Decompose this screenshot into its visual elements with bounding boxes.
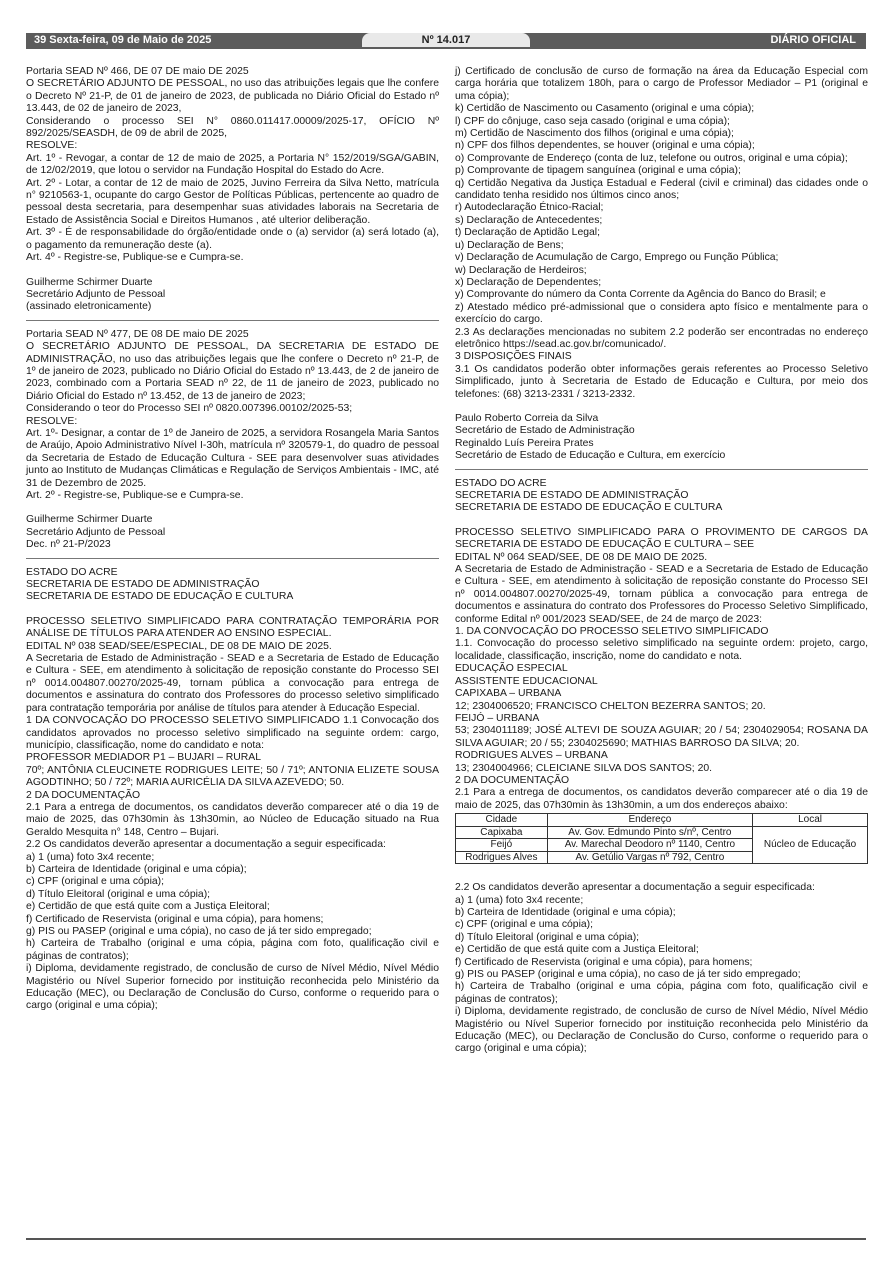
text-line: l) CPF do cônjuge, caso seja casado (original e uma cópia); xyxy=(455,115,730,127)
text-line: j) Certificado de conclusão de curso de formação na área da Educação Especial com carga horária que totalizem 180h, para o cargo de Professor Mediador – P1 (original e uma cópia); xyxy=(455,66,868,102)
right-column-bottom xyxy=(455,870,868,1056)
text-line: 1 DA CONVOCAÇÃO DO PROCESSO SELETIVO SIMPLIFICADO 1.1 Convocação dos candidatos aprovados no processo seletivo simplificado na seguinte ordem: cargo, município, classificação, nome do candidato e nota: xyxy=(26,715,439,751)
spacer xyxy=(26,265,439,277)
text-line: PROCESSO SELETIVO SIMPLIFICADO PARA CONTRATAÇÃO TEMPORÁRIA POR ANÁLISE DE TÍTULOS PARA ATENDER AO ENSINO ESPECIAL. xyxy=(26,615,439,640)
text-line: RODRIGUES ALVES – URBANA xyxy=(455,750,608,762)
text-line: EDITAL Nº 064 SEAD/SEE, DE 08 DE MAIO DE 2025. xyxy=(455,551,708,563)
address-table xyxy=(455,813,868,864)
text-line: p) Comprovante de tipagem sanguínea (original e uma cópia); xyxy=(455,165,741,177)
spacer xyxy=(26,502,439,514)
text-line: 2 DA DOCUMENTAÇÃO xyxy=(455,774,570,786)
text-line: 12; 2304006520; FRANCISCO CHELTON BEZERRA SANTOS; 20. xyxy=(455,700,766,712)
text-line: y) Comprovante do número da Conta Corrente da Agência do Banco do Brasil; e xyxy=(455,289,826,301)
table-header-row xyxy=(456,814,868,827)
text-line: a) 1 (uma) foto 3x4 recente; xyxy=(26,851,155,863)
text-line: c) CPF (original e uma cópia); xyxy=(26,876,165,888)
text-line: A Secretaria de Estado de Administração - SEAD e a Secretaria de Estado de Educação e Cultura - SEE, em atendimento à solicitação de reposição constante do Processo SEI nº 0014.004807.00270/2025-49, tornam pública a convocação para entrega de documentos e assinatura do contrato dos Professores do Processo Seletivo Simplificado, conforme Edital nº 001/2023 SEAD/SEE, de 24 de março de 2023: xyxy=(455,564,868,625)
text-line: Art. 4º - Registre-se, Publique-se e Cumpra-se. xyxy=(26,252,244,264)
text-line: EDITAL Nº 038 SEAD/SEE/ESPECIAL, DE 08 DE MAIO DE 2025. xyxy=(26,640,332,652)
text-line: SECRETARIA DE ESTADO DE ADMINISTRAÇÃO xyxy=(455,490,689,501)
table-cell: Rodrigues Alves xyxy=(456,851,548,864)
text-line: s) Declaração de Antecedentes; xyxy=(455,214,603,226)
spacer xyxy=(26,604,439,616)
section-divider xyxy=(26,320,439,321)
text-line: RESOLVE: xyxy=(26,415,78,427)
text-line: SECRETARIA DE ESTADO DE ADMINISTRAÇÃO xyxy=(26,579,260,591)
text-line: w) Declaração de Herdeiros; xyxy=(455,264,587,276)
text-line: Portaria SEAD Nº 477, DE 08 DE maio DE 2025 xyxy=(26,328,249,340)
text-line: FEIJÓ – URBANA xyxy=(455,712,540,724)
text-line: Guilherme Schirmer Duarte xyxy=(26,514,153,526)
table-row xyxy=(456,826,868,839)
text-line: 1.1. Convocação do processo seletivo simplificado na seguinte ordem: projeto, cargo, localidade, classificação, inscrição, nome do candidato e nota. xyxy=(455,638,868,662)
text-line: 70º; ANTÔNIA CLEUCINETE RODRIGUES LEITE; 50 / 71º; ANTONIA ELIZETE SOUSA AGODTINHO; 50 / 72º; MARIA AURICÉLIA DA SILVA AZEVEDO; 50. xyxy=(26,764,439,789)
text-line: 1. DA CONVOCAÇÃO DO PROCESSO SELETIVO SIMPLIFICADO xyxy=(455,626,769,638)
text-line: 2.1 Para a entrega de documentos, os candidatos deverão comparecer até o dia 19 de maio de 2025, das 07h30min às 13h30min, ao Núcleo de Educação situado na Rua Geraldo Mesquita n° 148, Centro – Bujari. xyxy=(26,801,439,838)
text-line: Secretário de Estado de Administração xyxy=(455,425,635,437)
table-cell: Av. Gov. Edmundo Pinto s/nº, Centro xyxy=(547,826,752,839)
text-line: 53; 2304011189; JOSÉ ALTEVI DE SOUZA AGUIAR; 20 / 54; 2304029054; ROSANA DA SILVA AGUIAR; 20 / 55; 2304025690; MATHIAS BARROSO DA SILVA; 20. xyxy=(455,725,868,749)
text-line: a) 1 (uma) foto 3x4 recente; xyxy=(455,894,584,906)
text-line: r) Autodeclaração Étnico-Racial; xyxy=(455,202,604,214)
text-line: v) Declaração de Acumulação de Cargo, Emprego ou Função Pública; xyxy=(455,252,779,264)
text-line: ASSISTENTE EDUCACIONAL xyxy=(455,675,598,687)
text-line: 2.2 Os candidatos deverão apresentar a documentação a seguir especificada: xyxy=(26,839,386,851)
text-line: CAPIXABA – URBANA xyxy=(455,688,562,700)
text-line: d) Título Eleitoral (original e uma cópia); xyxy=(26,888,211,900)
text-line: Art. 3º - É de responsabilidade do órgão/entidade onde o (a) servidor (a) será lotado (a), o pagamento da remuneração deste (a). xyxy=(26,227,439,251)
text-line: ESTADO DO ACRE xyxy=(455,477,547,489)
page-date: 39 Sexta-feira, 09 de Maio de 2025 xyxy=(34,34,212,46)
text-line: g) PIS ou PASEP (original e uma cópia), no caso de já ter sido empregado; xyxy=(26,926,372,937)
spacer xyxy=(455,870,868,882)
text-line: Secretário Adjunto de Pessoal xyxy=(26,288,166,300)
text-line: f) Certificado de Reservista (original e uma cópia), para homens; xyxy=(455,956,753,968)
table-header-cell: Endereço xyxy=(547,814,752,827)
text-line: Paulo Roberto Correia da Silva xyxy=(455,412,599,424)
text-line: Art. 2º - Registre-se, Publique-se e Cumpra-se. xyxy=(26,490,244,501)
text-line: t) Declaração de Aptidão Legal; xyxy=(455,227,600,239)
table-cell: Av. Getúlio Vargas nº 792, Centro xyxy=(547,851,752,864)
text-line: Art. 1º- Designar, a contar de 1º de Janeiro de 2025, a servidora Rosangela Maria Santos de Araújo, Apoio Administrativo Nível I-30h, matrícula nº 320579-1, do quadro de pessoal da Secretaria de Estado de Educação Cultura - SEE para desenvolver suas atividades junto ao Instituto de Mudanças Climáticas e Regulação de Serviços Ambientais - IMC, até 31 de Dezembro de 2025. xyxy=(26,427,439,489)
text-line: Secretário Adjunto de Pessoal xyxy=(26,526,166,538)
text-line: Portaria SEAD Nº 466, DE 07 DE maio DE 2025 xyxy=(26,66,249,77)
text-line: EDUCAÇÃO ESPECIAL xyxy=(455,663,568,675)
spacer xyxy=(455,515,868,527)
text-line: RESOLVE: xyxy=(26,140,78,152)
section-divider xyxy=(455,469,868,470)
text-line: b) Carteira de Identidade (original e uma cópia); xyxy=(455,906,676,918)
text-line: O SECRETÁRIO ADJUNTO DE PESSOAL, DA SECRETARIA DE ESTADO DE ADMINISTRAÇÃO, no uso das atribuições legais que lhe confere o Decreto nº 21-P, de 1º de janeiro de 2023, publicado no Diário Oficial do Estado nº 13.443, de 2 de janeiro de 2023, combinado com a Portaria SEAD nº 22, de 11 de janeiro de 2023, publicado no Diário Oficial do Estado nº 13.452, de 13 de janeiro de 2023; xyxy=(26,341,439,402)
text-line: Considerando o teor do Processo SEI nº 0820.007396.00102/2025-53; xyxy=(26,403,353,415)
text-line: 2.3 As declarações mencionadas no subitem 2.2 poderão ser encontradas no endereço eletrônico https://sead.ac.gov.br/comunicado/. xyxy=(455,326,868,350)
text-line: A Secretaria de Estado de Administração - SEAD e a Secretaria de Estado de Educação e Cultura - SEE, em atendimento à solicitação de reposição constante do Processo SEI nº 0014.004807.00270/2025-49, tornam pública a convocação para entrega de documentos e assinatura do contrato dos Professores do processo seletivo simplificado para contratação temporária por análise de títulos para atender à Educação Especial. xyxy=(26,653,439,714)
text-line: SECRETARIA DE ESTADO DE EDUCAÇÃO E CULTURA xyxy=(455,502,723,514)
text-line: c) CPF (original e uma cópia); xyxy=(455,919,594,931)
spacer xyxy=(455,401,868,413)
text-line: SECRETARIA DE ESTADO DE EDUCAÇÃO E CULTURA xyxy=(26,591,294,603)
table-cell: Feijó xyxy=(456,839,548,852)
text-line: ESTADO DO ACRE xyxy=(26,566,118,578)
journal-name: DIÁRIO OFICIAL xyxy=(770,34,856,46)
text-line: 2.1 Para a entrega de documentos, os candidatos deverão comparecer até o dia 19 de maio de 2025, das 07h30min às 13h30min, a um dos endereços abaixo: xyxy=(455,787,868,811)
right-column xyxy=(455,66,868,1056)
text-line: m) Certidão de Nascimento dos filhos (original e uma cópia); xyxy=(455,128,734,140)
text-line: f) Certificado de Reservista (original e uma cópia), para homens; xyxy=(26,913,324,925)
table-header-cell: Local xyxy=(753,814,868,827)
text-line: (assinado eletronicamente) xyxy=(26,301,152,313)
text-line: o) Comprovante de Endereço (conta de luz, telefone ou outros, original e uma cópia); xyxy=(455,152,848,164)
text-line: u) Declaração de Bens; xyxy=(455,239,564,251)
text-line: 3.1 Os candidatos poderão obter informações gerais referentes ao Processo Seletivo Simplificado, junto à Secretaria de Estado de Educação e Cultura, por meio dos telefones: (68) 3213-2331 / 3213-2332. xyxy=(455,363,868,400)
table-cell-local: Núcleo de Educação xyxy=(753,826,868,864)
text-line: z) Atestado médico pré-admissional que o considera apto físico e mentalmente para o exercício do cargo. xyxy=(455,301,868,326)
text-line: O SECRETÁRIO ADJUNTO DE PESSOAL, no uso das atribuições legais que lhe confere o Decreto Nº 21-P, de 01 de janeiro de 2023, de publicada no Diário Oficial do Estado nº 13.443, de 02 de janeiro de 2023, xyxy=(26,78,439,115)
section-divider xyxy=(26,558,439,559)
text-line: d) Título Eleitoral (original e uma cópia); xyxy=(455,931,640,943)
text-line: 3 DISPOSIÇÕES FINAIS xyxy=(455,351,572,363)
right-column-top xyxy=(455,66,868,812)
text-line: PROCESSO SELETIVO SIMPLIFICADO PARA O PROVIMENTO DE CARGOS DA SECRETARIA DE ESTADO DE EDUCAÇÃO E CULTURA – SEE xyxy=(455,526,868,551)
text-line: h) Carteira de Trabalho (original e uma cópia, página com foto, qualificação civil e páginas de contratos); xyxy=(26,938,439,962)
text-line: g) PIS ou PASEP (original e uma cópia), no caso de já ter sido empregado; xyxy=(455,969,801,980)
table-cell: Capixaba xyxy=(456,826,548,839)
text-line: q) Certidão Negativa da Justiça Estadual e Federal (civil e criminal) das cidades onde o candidato tenha residido nos últimos cinco anos; xyxy=(455,177,868,202)
text-line: Considerando o processo SEI N° 0860.011417.00009/2025-17, OFÍCIO Nº 892/2025/SEASDH, de 09 de abril de 2025, xyxy=(26,115,439,140)
text-line: n) CPF dos filhos dependentes, se houver (original e uma cópia); xyxy=(455,140,755,152)
table-cell: Av. Marechal Deodoro nº 1140, Centro xyxy=(547,839,752,852)
text-line: Art. 1º - Revogar, a contar de 12 de maio de 2025, a Portaria N° 152/2019/SGA/GABIN, de 12/02/2019, que lotou o servidor na Fundação Hospital do Estado do Acre. xyxy=(26,152,439,177)
text-line: 2.2 Os candidatos deverão apresentar a documentação a seguir especificada: xyxy=(455,882,815,894)
text-line: x) Declaração de Dependentes; xyxy=(455,276,602,288)
text-line: Reginaldo Luís Pereira Prates xyxy=(455,437,594,449)
text-line: e) Certidão de que está quite com a Justiça Eleitoral; xyxy=(455,944,699,956)
text-line: PROFESSOR MEDIADOR P1 – BUJARI – RURAL xyxy=(26,752,261,764)
text-line: Guilherme Schirmer Duarte xyxy=(26,276,153,288)
left-column xyxy=(26,66,439,1013)
text-line: Dec. nº 21-P/2023 xyxy=(26,539,111,551)
text-line: i) Diploma, devidamente registrado, de conclusão de curso de Nível Médio, Nível Médio Magistério ou Nível Superior fornecido por instituição reconhecida pelo Ministério da Educação (MEC), ou Declaração de Conclusão do Curso, conforme o requerido para o cargo (original e uma cópia); xyxy=(26,963,439,1012)
text-line: 2 DA DOCUMENTAÇÃO xyxy=(26,789,141,801)
text-line: b) Carteira de Identidade (original e uma cópia); xyxy=(26,863,247,875)
text-line: k) Certidão de Nascimento ou Casamento (original e uma cópia); xyxy=(455,103,755,115)
footer-divider xyxy=(26,1238,866,1240)
text-line: h) Carteira de Trabalho (original e uma cópia, página com foto, qualificação civil e páginas de contratos); xyxy=(455,981,868,1005)
text-line: e) Certidão de que está quite com a Justiça Eleitoral; xyxy=(26,901,270,913)
issue-number: Nº 14.017 xyxy=(362,33,531,47)
text-line: Art. 2º - Lotar, a contar de 12 de maio de 2025, Juvino Ferreira da Silva Netto, matrícula n° 9210563-1, ocupante do cargo Gestor de Políticas Públicas, pertencente ao quadro de pessoal desta secretaria, para desempenhar suas atividades laborais na Secretaria de Estado de Assistência Social e Direitos Humanos , até ulterior deliberação. xyxy=(26,177,439,226)
page-header xyxy=(26,33,866,49)
text-line: 13; 2304004966; CLEICIANE SILVA DOS SANTOS; 20. xyxy=(455,762,713,774)
text-line: i) Diploma, devidamente registrado, de conclusão de curso de Nível Médio, Nível Médio Magistério ou Nível Superior fornecido por instituição reconhecida pelo Ministério da Educação (MEC), ou Declaração de Conclusão do Curso, conforme o requerido para o cargo (original e uma cópia); xyxy=(455,1006,868,1055)
text-line: Secretário de Estado de Educação e Cultura, em exercício xyxy=(455,450,726,462)
table-header-cell: Cidade xyxy=(456,814,548,827)
